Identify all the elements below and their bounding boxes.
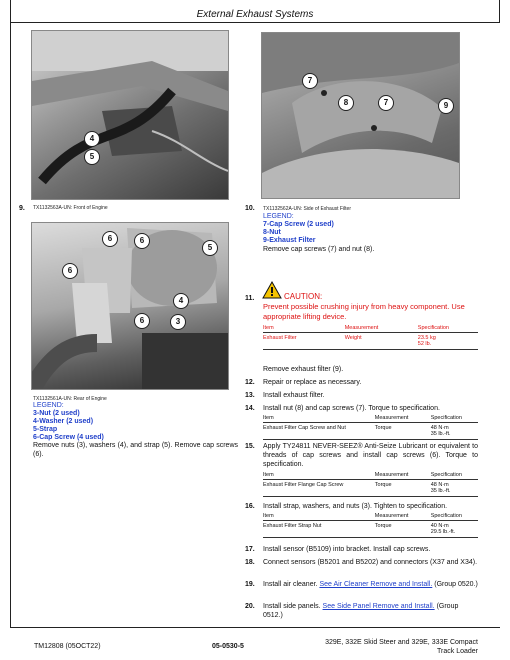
table-cell: [431, 521, 478, 538]
step-number: 16.: [245, 503, 255, 510]
callout: 4: [173, 293, 189, 309]
step-text: Install exhaust filter.: [263, 392, 325, 399]
table-header: Measurement: [375, 471, 431, 480]
callout: 5: [84, 149, 100, 165]
callout: 9: [438, 98, 454, 114]
step-text: Remove cap screws (7) and nut (8).: [263, 246, 375, 253]
legend-item: 6-Cap Screw (4 used): [33, 434, 104, 441]
step-text: Remove nuts (3), washers (4), and strap (5). Remove cap screws (6).: [33, 442, 238, 458]
table-header: Item: [263, 471, 375, 480]
spec-value: 48 N·m: [430, 425, 449, 431]
step-text: Repair or replace as necessary.: [263, 379, 362, 386]
frame-line: [10, 627, 500, 628]
legend-item: 4-Washer (2 used): [33, 418, 94, 425]
footer-page-number: 05-0530-5: [212, 643, 244, 650]
legend-item: 7-Cap Screw (2 used): [263, 221, 334, 228]
spec-table-torque: [263, 471, 478, 497]
table-cell: Exhaust Filter Cap Screw and Nut: [263, 423, 375, 440]
spec-value: 40 N·m: [430, 523, 449, 529]
table-header: Item: [263, 324, 345, 333]
table-cell: [431, 480, 478, 497]
step-number: 9.: [19, 205, 25, 212]
step-number: 15.: [245, 443, 255, 450]
table-header: Item: [263, 414, 375, 423]
callout: 5: [202, 240, 218, 256]
table-header: Specification: [418, 324, 478, 333]
table-header: Measurement: [375, 414, 431, 423]
photo-rear-of-engine: [31, 222, 229, 390]
table-cell: Weight: [345, 333, 418, 350]
step-number: 19.: [245, 581, 255, 588]
footer-model: 329E, 332E Skid Steer and 329E, 333E Compact Track Loader: [325, 639, 478, 655]
table-header: Specification: [431, 512, 478, 521]
callout: 7: [378, 95, 394, 111]
spec-table-weight: [263, 324, 478, 350]
step-text: Connect sensors (B5201 and B5202) and connectors (X37 and X34).: [263, 559, 478, 566]
table-cell: Torque: [375, 480, 431, 497]
step-number: 11.: [245, 295, 255, 302]
photo-front-of-engine: [31, 30, 229, 200]
table-cell: Torque: [375, 521, 431, 538]
legend-item: 8-Nut: [263, 229, 281, 236]
spec-value: 48 N·m: [430, 482, 449, 488]
link-side-panel[interactable]: See Side Panel Remove and Install.: [322, 603, 435, 610]
callout: 4: [84, 131, 100, 147]
footer-doc-id: TM12808 (05OCT22): [34, 643, 101, 650]
spec-value: 29.5 lb.-ft.: [430, 529, 456, 535]
callout: 7: [302, 73, 318, 89]
table-cell: Exhaust Filter: [263, 333, 345, 350]
spec-table-torque: [263, 512, 478, 538]
spec-value: 52 lb.: [417, 341, 432, 347]
spec-value: 35 lb.-ft.: [430, 488, 451, 494]
step-number: 13.: [245, 392, 255, 399]
step-number: 17.: [245, 546, 255, 553]
table-cell: Exhaust Filter Strap Nut: [263, 521, 375, 538]
table-header: Item: [263, 512, 375, 521]
caution-text: Prevent possible crushing injury from heavy component. Use appropriate lifting device.: [263, 302, 465, 321]
step-text: [263, 580, 478, 589]
caution-label: CAUTION:: [284, 292, 323, 301]
step-text: [263, 602, 478, 620]
table-cell: Exhaust Filter Flange Cap Screw: [263, 480, 375, 497]
table-header: Measurement: [375, 512, 431, 521]
figure-caption: TX1132563A-UN: Front of Engine: [33, 205, 108, 211]
step-number: 20.: [245, 603, 255, 610]
step-text: Install nut (8) and cap screws (7). Torque to specification.: [263, 405, 440, 412]
callout: 3: [170, 314, 186, 330]
group-ref: (Group 0520.): [434, 581, 478, 588]
step-number: 12.: [245, 379, 255, 386]
photo-side-of-exhaust-filter: [261, 32, 460, 199]
step-text-main: Install air cleaner.: [263, 581, 318, 588]
legend-item: 3-Nut (2 used): [33, 410, 80, 417]
page-title: External Exhaust Systems: [196, 9, 314, 20]
step-text: Install sensor (B5109) into bracket. Install cap screws.: [263, 546, 431, 553]
step-number: 10.: [245, 205, 255, 212]
legend-item: 5-Strap: [33, 426, 58, 433]
legend-title: LEGEND:: [33, 402, 64, 409]
step-text: Remove exhaust filter (9).: [263, 366, 344, 373]
link-air-cleaner[interactable]: See Air Cleaner Remove and Install.: [319, 581, 433, 588]
frame-line: [10, 22, 500, 23]
spec-value: 23.5 kg: [417, 335, 436, 341]
table-header: Measurement: [345, 324, 418, 333]
callout: 6: [134, 313, 150, 329]
legend-step10: [263, 213, 334, 245]
callout: 8: [338, 95, 354, 111]
frame-line: [10, 22, 11, 627]
step-text: Install strap, washers, and nuts (3). Tighten to specification.: [263, 503, 448, 510]
legend-item: 9-Exhaust Filter: [263, 237, 316, 244]
step-number: 18.: [245, 559, 255, 566]
figure-caption: TX1132562A-UN: Side of Exhaust Filter: [263, 206, 352, 212]
group-ref: (Group 0512.): [263, 603, 459, 619]
step-text-main: Install side panels.: [263, 603, 321, 610]
spec-value: 35 lb.-ft.: [430, 431, 451, 437]
table-header: Specification: [431, 414, 478, 423]
callout: 6: [62, 263, 78, 279]
table-cell: [431, 423, 478, 440]
warning-triangle-icon: [262, 281, 282, 299]
step-number: 14.: [245, 405, 255, 412]
table-cell: Torque: [375, 423, 431, 440]
step-text: Apply TY24811 NEVER-SEEZ® Anti-Seize Lubricant or equivalent to threads of cap screws and install cap screws (6). Torque to specification.: [263, 443, 478, 468]
figure-caption: TX1132561A-UN: Rear of Engine: [33, 396, 107, 402]
spec-table-torque: [263, 414, 478, 440]
table-cell: [418, 333, 478, 350]
callout: 6: [134, 233, 150, 249]
callout: 6: [102, 231, 118, 247]
legend-step9: [33, 402, 104, 442]
legend-title: LEGEND:: [263, 213, 294, 220]
table-header: Specification: [431, 471, 478, 480]
